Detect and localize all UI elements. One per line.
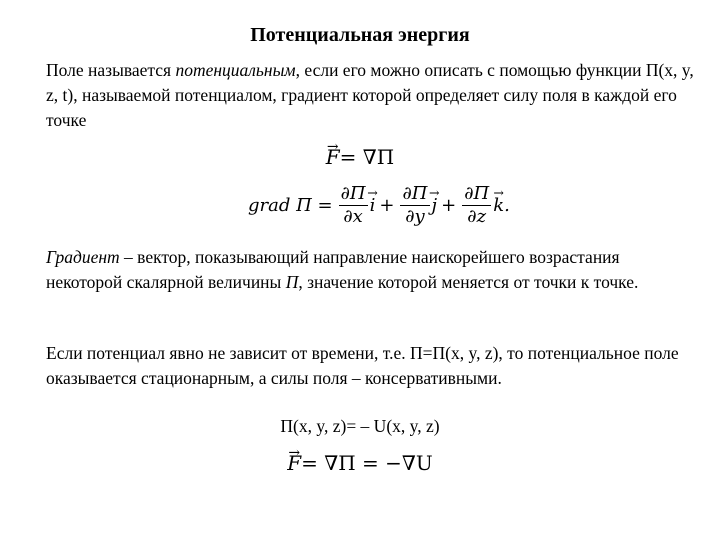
gradient-variable: П xyxy=(285,272,299,292)
gradient-expansion-equation xyxy=(248,180,510,230)
definition-rest: , если его можно описать с помощью функции П(x, y, z, t), называемой потенциалом, градиент которой определяет силу поля в каждой его точке xyxy=(46,60,694,130)
fraction-z-denominator: ∂z xyxy=(467,205,487,227)
force-gradient-rhs: = ∇П xyxy=(339,145,395,169)
fraction-z-numerator: ∂П xyxy=(464,182,490,204)
force-potential-equation xyxy=(0,450,720,476)
unit-vector-j: → j xyxy=(432,195,438,216)
paragraph-definition xyxy=(46,58,696,133)
slide-title: Потенциальная энергия xyxy=(250,24,470,46)
paragraph-gradient xyxy=(46,245,696,295)
gradient-term: Градиент xyxy=(46,247,120,267)
fraction-y xyxy=(400,183,429,228)
force-gradient-equation xyxy=(0,144,720,170)
plus-sign: + xyxy=(379,194,395,216)
fraction-y-denominator: ∂y xyxy=(405,205,425,227)
definition-lead: Поле называется xyxy=(46,60,176,80)
gradient-rest-1: – вектор, показывающий направление наискорейшего возрастания некоторой скалярной величины xyxy=(46,247,620,292)
force-vector: → F xyxy=(326,144,340,170)
potential-energy-equation: П(x, y, z)= – U(x, y, z) xyxy=(280,416,440,436)
unit-vector-i: → i xyxy=(370,195,376,216)
gradient-rest-2: , значение которой меняется от точки к точке. xyxy=(298,272,639,292)
gradient-prefix: grad П = xyxy=(248,194,333,216)
period: . xyxy=(504,194,510,216)
force-potential-rhs: = ∇П = −∇U xyxy=(301,451,433,475)
plus-sign: + xyxy=(441,194,457,216)
fraction-x xyxy=(339,183,368,228)
definition-term: потенциальным xyxy=(175,60,296,80)
fraction-x-numerator: ∂П xyxy=(340,182,366,204)
fraction-y-numerator: ∂П xyxy=(402,182,428,204)
fraction-z xyxy=(462,183,491,228)
unit-vector-k: → k xyxy=(493,195,504,216)
fraction-x-denominator: ∂x xyxy=(343,205,363,227)
force-vector: → F xyxy=(287,450,301,476)
paragraph-stationary: Если потенциал явно не зависит от времени, т.е. П=П(x, y, z), то потенциальное поле оказывается стационарным, а силы поля – консервативными. xyxy=(46,343,679,388)
